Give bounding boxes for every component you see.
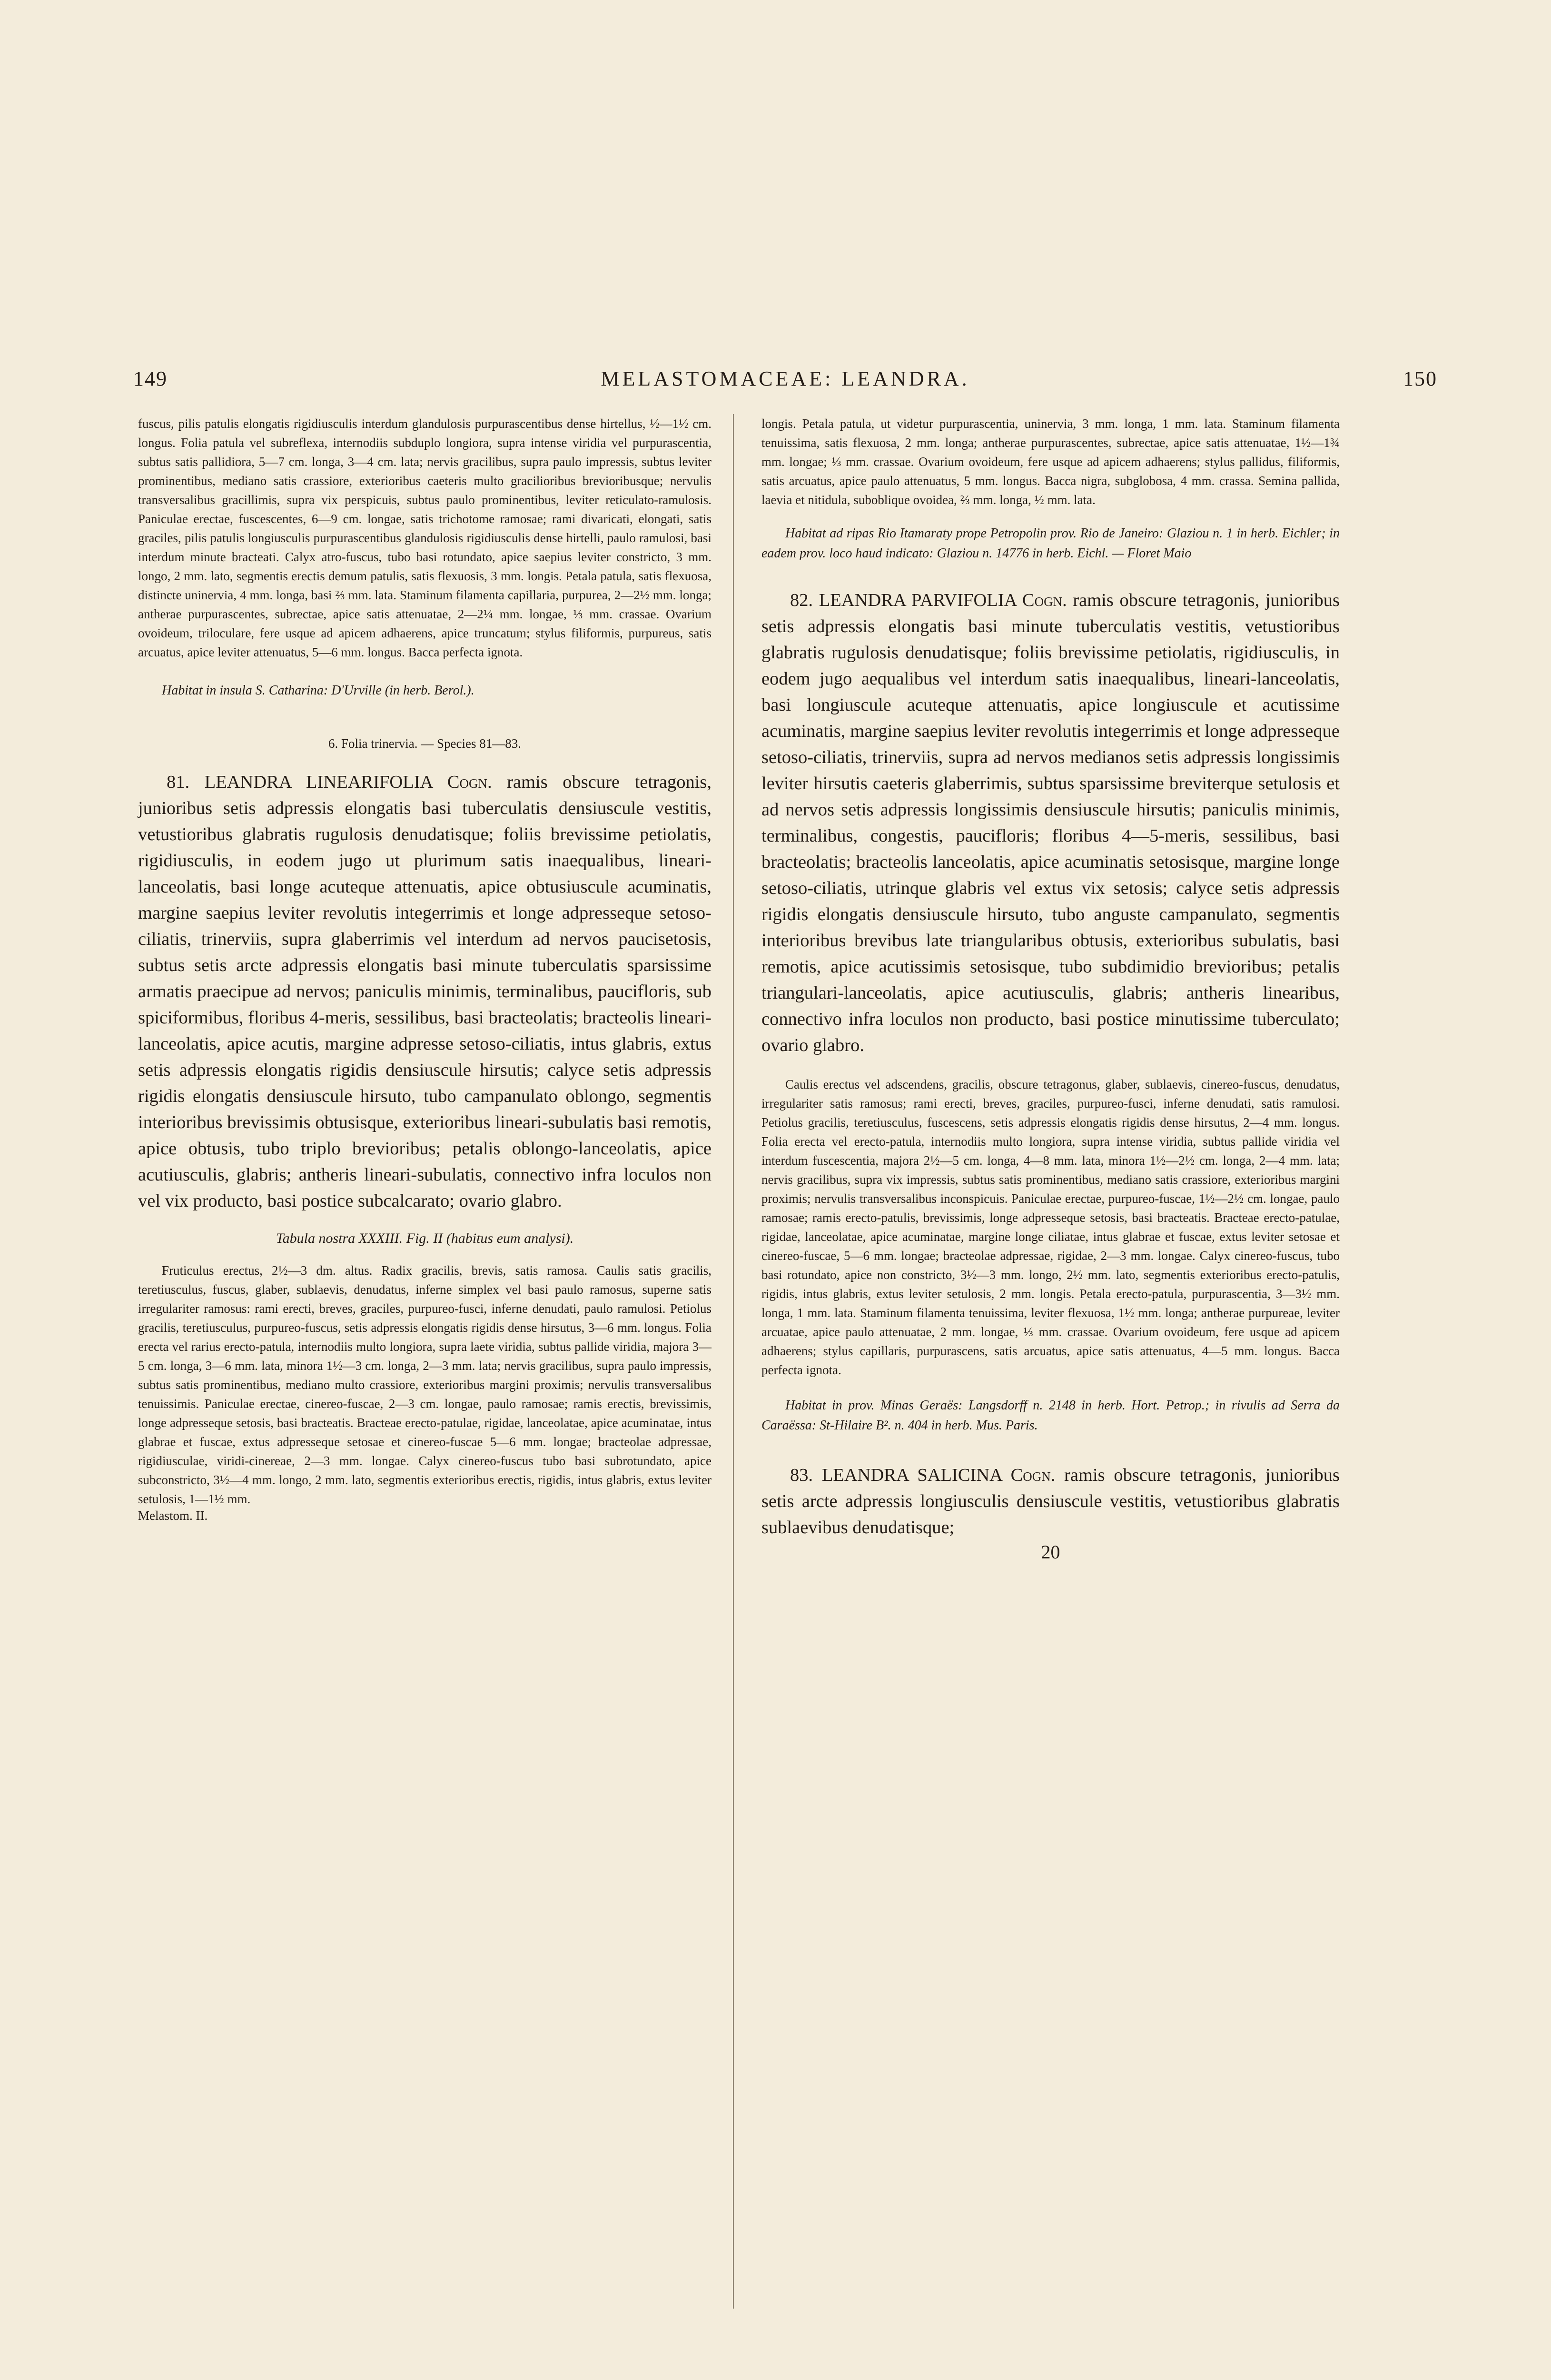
signature-number: 20 (1041, 1541, 1060, 1563)
right-column (761, 414, 1340, 1563)
plate-reference: Tabula nostra XXXIII. Fig. II (habitus eum analysi). (276, 1230, 574, 1246)
habitat-note: Habitat in insula S. Catharina: D'Urville (in herb. Berol.). (162, 683, 474, 698)
species-81-details: Fruticulus erectus, 2½—3 dm. altus. Radix gracilis, brevis, satis ramosa. Caulis satis gracilis, teretiusculus, fuscus, glaber, sublaevis, denudatus, inferne simplex vel basi paulo ramosus, superne satis irregulariter ramosus: rami erecti, breves, graciles, purpureo-fusci, inferne denudati, paulo ramulosi. Petiolus gracilis, teretiusculus, purpureo-fuscus, setis adpressis elongatis rigidis dense hirsutus, 3—6 mm. longus. Folia erecta vel rarius erecto-patula, internodiis multo longiora, supra laete viridia, subtus pallide viridia, majora 3—5 cm. longa, 3—6 mm. lata, minora 1½—3 cm. longa, 2—3 mm. lata; nervis gracilibus, supra paulo impressis, subtus satis prominentibus, mediano multo crassiore, exterioribus margini proximis; nervulis transversalibus tenuissimis. Paniculae erectae, cinereo-fuscae, 2—3 cm. longae, paulo ramosae; ramis erectis, brevissimis, longe adpresseque setosis, basi bracteatis. Bracteae erecto-patulae, rigidae, lanceolatae, apice acuminatae, intus glabrae et fuscae, extus adpresseque setosae et cinereo-fuscae 5—6 mm. longae; bracteolae adpressae, rigidiusculae, viridi-cinereae, 2—3 mm. longae. Calyx cinereo-fuscus tubo basi subrotundato, apice subconstricto, 3½—4 mm. longo, 2 mm. lato, segmentis exterioribus erectis, rigidis, intus glabris, extus leviter setulosis, 1—1½ mm. (138, 1263, 711, 1506)
continued-description: fuscus, pilis patulis elongatis rigidiusculis interdum glandulosis purpurascentibus dense hirtellus, ½—1½ cm. longus. Folia patula vel subreflexa, internodiis subduplo longiora, supra intense viridia vel purpurascentia, subtus satis pallidiora, 5—7 cm. longa, 3—4 cm. lata; nervis gracilibus, supra paulo impressis, subtus leviter prominentibus, mediano satis crassiore, exterioribus caeteris multo gracilioribus brevioribusque; nervulis transversalibus gracillimis, supra vix perspicuis, subtus paulo prominentibus, leviter reticulato-ramulosis. Paniculae erectae, fuscescentes, 6—9 cm. longae, satis trichotome ramosae; rami divaricati, elongati, satis graciles, pilis patulis longiusculis purpurascentibus glandulosis rigidiusculis dense hirtelli, paulo ramulosi, basi interdum minute bracteati. Calyx atro-fuscus, tubo basi rotundato, apice saepius leviter constricto, 3 mm. longo, 2 mm. lato, segmentis erectis demum patulis, satis flexuosis, 3 mm. longis. Petala patula, satis flexuosa, distincte uninervia, 4 mm. longa, basi ⅔ mm. lata. Staminum filamenta capillaria, purpurea, 2—2½ mm. longa; antherae purpurascentes, subrectae, apice satis attenuatae, 2—2¼ mm. longae, ⅓ mm. crassae. Ovarium ovoideum, triloculare, fere usque ad apicem adhaerens, apice truncatum; stylus filiformis, purpureus, satis arcuatus, apice leviter attenuatus, 5—6 mm. longus. Bacca perfecta ignota. (138, 416, 711, 659)
species-author: Cogn. (1010, 1465, 1056, 1485)
page-number-right: 150 (1403, 367, 1437, 390)
species-diagnosis: ramis obscure tetragonis, junioribus setis arcte adpressis longiusculis densiuscule vestitis, vetustioribus glabratis sublaevibus denudatisque; (761, 1465, 1340, 1537)
species-81-description (138, 769, 711, 1214)
species-name: LEANDRA PARVIFOLIA (819, 590, 1017, 610)
left-column (138, 414, 711, 1523)
page-header (133, 367, 1437, 395)
species-name: LEANDRA LINEARIFOLIA (204, 772, 433, 792)
column-divider (733, 414, 734, 2309)
section-heading: 6. Folia trinervia. — Species 81—83. (328, 736, 521, 751)
species-author: Cogn. (447, 772, 492, 792)
species-author: Cogn. (1022, 590, 1067, 610)
page-number-left: 149 (133, 367, 168, 390)
species-diagnosis: ramis obscure tetragonis, junioribus setis adpressis elongatis basi minute tuberculatis vestitis, vetustioribus glabratis rugulosis denudatisque; foliis brevissime petiolatis, rigidiusculis, in eodem jugo aequalibus vel interdum satis inaequalibus, lineari-lanceolatis, basi longiuscule acuteque attenuatis, apice longiuscule et acutissime acuminatis, margine saepius leviter revolutis integerrimis et longe adpresseque setoso-ciliatis, trinerviis, supra ad nervos medianos setis adpressis longissimis leviter hirsutis caeteris glaberrimis, subtus sparsissime breviterque setulosis et ad nervos setis adpressis longissimis densiuscule hirsutis; paniculis minimis, terminalibus, congestis, paucifloris; floribus 4—5-meris, sessilibus, basi bracteolatis; bracteolis lanceolatis, apice acuminatis setosisque, margine longe setoso-ciliatis, utrinque glabris vel extus vix setosis; calyce setis adpressis rigidis elongatis densiuscule hirsuto, tubo anguste campanulato, segmentis interioribus brevibus late triangularibus obtusis, exterioribus subulatis, basi remotis, apice acutissimis setosisque, tubo subdimidio brevioribus; petalis triangulari-lanceolatis, apice acutiusculis, glabris; antheris linearibus, connectivo infra loculos non producto, basi postice minutissime tuberculato; ovario glabro. (761, 590, 1340, 1055)
running-title: MELASTOMACEAE: LEANDRA. (601, 367, 970, 390)
continued-description: longis. Petala patula, ut videtur purpurascentia, uninervia, 3 mm. longa, 1 mm. lata. Staminum filamenta tenuissima, satis flexuosa, 2 mm. longa; antherae purpurascentes, subrectae, apice satis attenuatae, 1½—1¾ mm. longae; ⅓ mm. crassae. Ovarium ovoideum, fere usque ad apicem adhaerens; stylus pallidus, filiformis, satis arcuatus, apice paulo attenuatus, 5 mm. longus. Bacca nigra, subglobosa, 4 mm. crassa. Semina pallida, laevia et nitidula, subobliquе ovoidea, ⅔ mm. longa, ½ mm. lata. (761, 416, 1340, 507)
species-83-description (761, 1462, 1340, 1541)
species-diagnosis: ramis obscure tetragonis, junioribus setis adpressis elongatis basi tuberculatis densiuscule vestitis, vetustioribus glabratis rugulosis denudatisque; foliis brevissime petiolatis, rigidiusculis, in eodem jugo ut plurimum satis inaequalibus, lineari-lanceolatis, basi longe acuteque attenuatis, apice obtusiuscule acuminatis, margine saepius leviter revolutis integerrimis et longe adpresseque setoso-ciliatis, trinerviis, supra glaberrimis vel interdum ad nervos paucisetosis, subtus setis arcte adpressis elongatis basi minute tuberculatis sparsissime armatis praecipue ad nervos; paniculis minimis, terminalibus, paucifloris, sub spiciformibus, floribus 4-meris, sessilibus, basi bracteolatis; bracteolis lineari-lanceolatis, apice acutis, margine adpresse setoso-ciliatis, intus glabris, extus setis adpressis elongatis rigidis densiuscule hirsutis; calyce setis adpressis rigidis elongatis densiuscule hirsuto, tubo campanulato oblongo, segmentis interioribus brevissimis obtusisque, exterioribus lineari-subulatis basi remotis, apice obtusis, tubo triplo brevioribus; petalis oblongo-lanceolatis, apice acutiusculis, glabris; antheris lineari-subulatis, connectivo infra loculos non vel vix producto, basi postice subcalcarato; ovario glabro. (138, 772, 712, 1211)
habitat-note: Habitat ad ripas Rio Itamaraty prope Petropolin prov. Rio de Janeiro: Glaziou n. 1 in herb. Eichler; in eadem prov. loco haud indicato: Glaziou n. 14776 in herb. Eichl. — Floret Maio (761, 526, 1340, 561)
species-number: 83. (790, 1465, 813, 1485)
species-number: 81. (167, 772, 190, 792)
species-82-details: Caulis erectus vel adscendens, gracilis, obscure tetragonus, glaber, sublaevis, cinereo-fuscus, denudatus, irregulariter satis ramosus; rami erecti, breves, graciles, purpureo-fusci, inferne denudati, satis ramulosi. Petiolus gracilis, teretiusculus, fuscescens, setis adpressis elongatis rigidis dense hirsutus, 2—4 mm. longus. Folia erecta vel erecto-patula, internodiis multo longiora, supra intense viridia, subtus pallide viridia vel interdum fuscescentia, majora 2½—5 cm. longa, 4—8 mm. lata, minora 1½—2½ cm. longa, 2—4 mm. lata; nervis gracilibus, supra vix impressis, subtus satis prominentibus, mediano satis crassiore, exterioribus margini proximis; nervulis transversalibus inconspicuis. Paniculae erectae, purpureo-fuscae, 1½—2½ cm. longae, paulo ramosae; ramis erecto-patulis, brevissimis, longe adpresseque setosis, basi bracteatis. Bracteae erecto-patulae, rigidae, lanceolatae, apice acuminatae, margine longe ciliatae, intus glabrae et fuscae, extus leviter setosae et cinereo-fuscae, 5—6 mm. longae; bracteolae adpressae, rigidae, 2—3 mm. longae. Calyx cinereo-fuscus, tubo basi rotundato, apice non constricto, 3½—3 mm. longo, 2½ mm. lato, segmentis exterioribus erecto-patulis, rigidis, intus glabris, extus leviter setulosis, 2 mm. longis. Petala erecto-patula, purpurascentia, 3—3½ mm. longa, 1 mm. lata. Staminum filamenta tenuissima, leviter flexuosa, 1½ mm. longa; antherae purpureae, leviter arcuatae, apice paulo attenuatae, 2 mm. longae, ⅓ mm. crassae. Ovarium ovoideum, fere usque ad apicem adhaerens; stylus capillaris, purpurascens, satis arcuatus, apice satis attenuatus, 4—5 mm. longus. Bacca perfecta ignota. (761, 1077, 1340, 1377)
species-number: 82. (790, 590, 813, 610)
species-name: LEANDRA SALICINA (821, 1465, 1002, 1485)
habitat-note: Habitat in prov. Minas Geraës: Langsdorff n. 2148 in herb. Hort. Petrop.; in rivulis ad Serra da Caraëssa: St-Hilaire B². n. 404 in herb. Mus. Paris. (761, 1398, 1340, 1433)
species-82-description (761, 587, 1340, 1059)
footer-signature: Melastom. II. (138, 1508, 208, 1523)
